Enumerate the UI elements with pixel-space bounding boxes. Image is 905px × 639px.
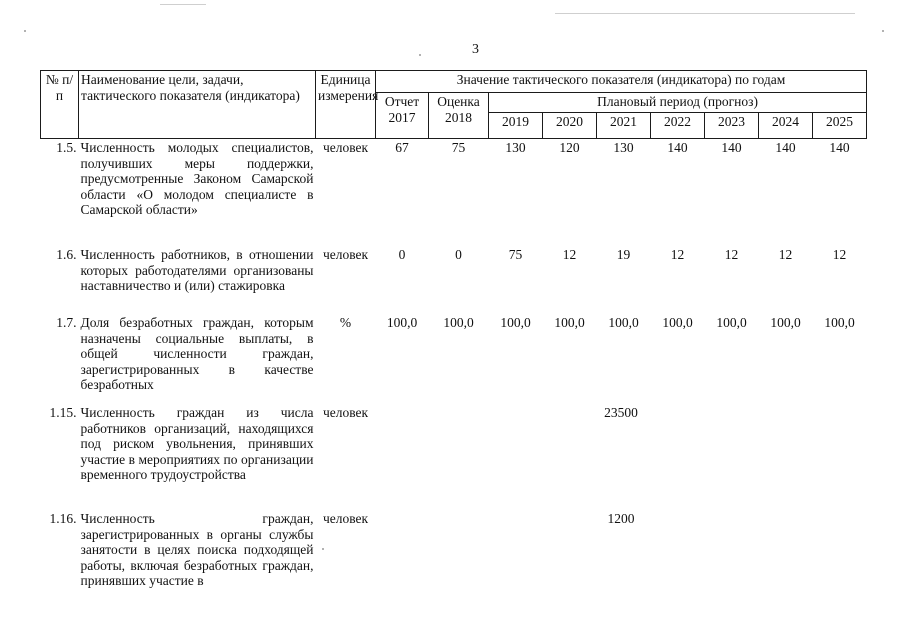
row-value: 12: [724, 247, 739, 262]
row-value: 130: [613, 140, 634, 155]
row-value: 12: [562, 247, 577, 262]
row-value: 100,0: [824, 315, 855, 330]
scan-edge-line: [555, 13, 855, 14]
header-estimate-2018: Оценка 2018: [429, 93, 489, 139]
row-value: 12: [670, 247, 685, 262]
row-value: 75: [508, 247, 523, 262]
row-value: 12: [778, 247, 793, 262]
row-num: 1.6.: [56, 247, 77, 262]
header-year: 2021: [597, 113, 651, 139]
row-value: 12: [832, 247, 847, 262]
row-value: 100,0: [608, 315, 639, 330]
row-unit: %: [339, 315, 352, 330]
row-value: 67: [395, 140, 409, 155]
header-plan-group: Плановый период (прогноз): [489, 93, 867, 113]
row-name: Численность граждан из числа работников организаций, находящихся под риском увольнения, принявших участие в мероприятиях по организации временного трудоустройства: [80, 405, 314, 483]
scan-edge-line: [160, 4, 206, 5]
header-values-group: Значение тактического показателя (индикатора) по годам: [376, 71, 867, 93]
row-value: 0: [455, 247, 462, 262]
row-name: Доля безработных граждан, которым назначены социальные выплаты, в общей численности граждан, зарегистрированных в качестве безработных: [80, 315, 314, 393]
row-num: 1.15.: [49, 405, 77, 420]
row-value: 100,0: [443, 315, 474, 330]
header-num: № п/п: [41, 71, 79, 139]
row-value: 130: [505, 140, 526, 155]
header-year: 2023: [705, 113, 759, 139]
indicators-table: [40, 70, 867, 603]
row-num: 1.16.: [49, 511, 77, 526]
row-value: 19: [616, 247, 631, 262]
row-value: 120: [559, 140, 580, 155]
row-value: 100,0: [662, 315, 693, 330]
table-row: [41, 313, 867, 403]
row-value: 100,0: [386, 315, 418, 330]
header-unit: Единица измерения: [316, 71, 376, 139]
table-row: [41, 403, 867, 509]
scan-speck: [882, 30, 884, 32]
row-total-value: 1200: [607, 511, 635, 526]
row-unit: человек: [322, 405, 369, 420]
table-row: [41, 139, 867, 246]
row-name: Численность граждан, зарегистрированных в органы службы занятости в целях поиска подходящей работы, включая безработных граждан, принявших участие в: [80, 511, 314, 589]
row-unit: человек: [322, 247, 369, 262]
row-value: 140: [775, 140, 796, 155]
row-value: 140: [721, 140, 742, 155]
page-number: 3: [472, 42, 479, 57]
row-unit: человек: [322, 140, 369, 155]
scan-speck: [24, 30, 26, 32]
row-name: Численность работников, в отношении которых работодателями организованы наставничество и (или) стажировка: [80, 247, 314, 294]
header-year: 2019: [489, 113, 543, 139]
header-year: 2024: [759, 113, 813, 139]
header-report-2017: Отчет 2017: [376, 93, 429, 139]
scan-speck: [419, 54, 421, 56]
row-value: 100,0: [554, 315, 585, 330]
row-value: 0: [398, 247, 406, 262]
row-name: Численность молодых специалистов, получивших меры поддержки, предусмотренные Законом Самарской области «О молодом специалисте в Самарской области»: [80, 140, 314, 218]
table-row: [41, 245, 867, 313]
row-unit: человек: [322, 511, 369, 526]
row-total-value: 23500: [604, 405, 638, 420]
header-year: 2020: [543, 113, 597, 139]
row-value: 100,0: [716, 315, 747, 330]
table-row: [41, 509, 867, 603]
header-name: Наименование цели, задачи, тактического показателя (индикатора): [79, 71, 316, 139]
row-value: 100,0: [770, 315, 801, 330]
header-year: 2022: [651, 113, 705, 139]
header-year: 2025: [813, 113, 867, 139]
row-value: 140: [667, 140, 688, 155]
row-value: 75: [451, 140, 466, 155]
row-value: 100,0: [500, 315, 531, 330]
row-num: 1.5.: [56, 140, 77, 155]
row-value: 140: [829, 140, 850, 155]
row-num: 1.7.: [56, 315, 77, 330]
